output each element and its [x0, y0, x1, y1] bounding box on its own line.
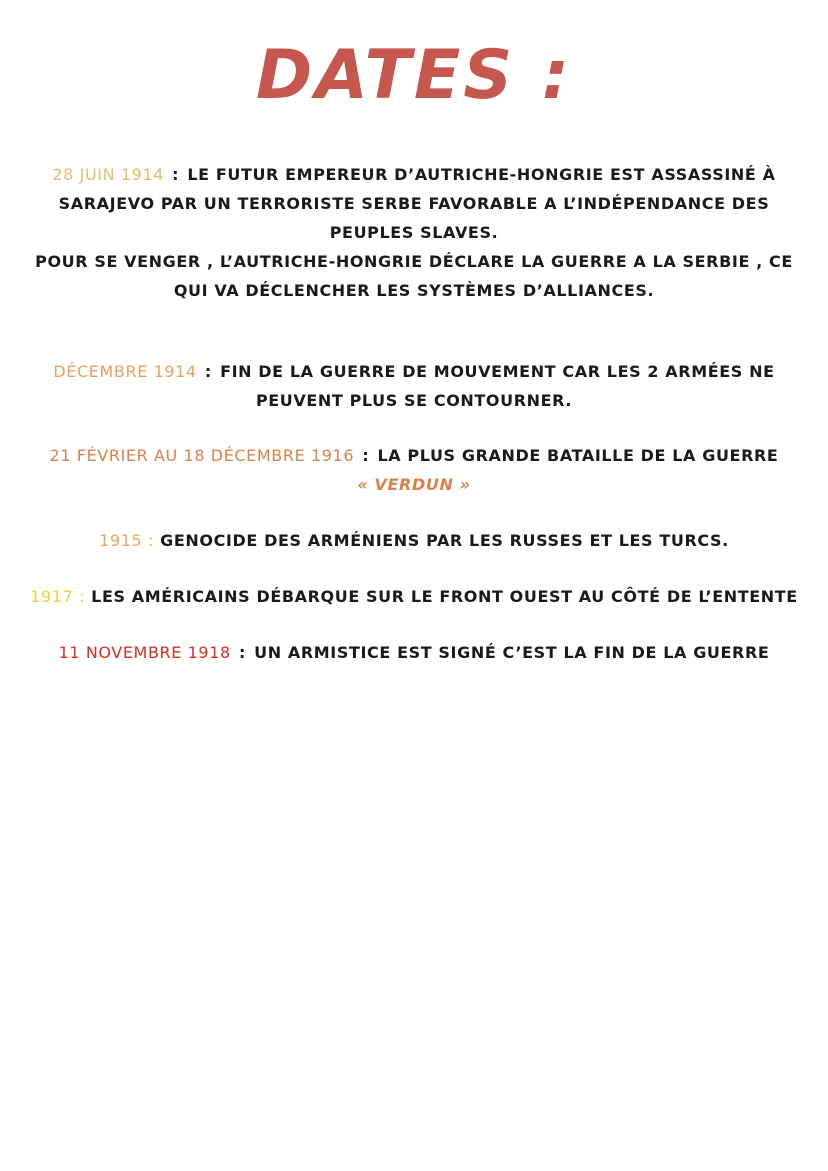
page-title: DATES :	[255, 36, 573, 115]
entry-text: GENOCIDE DES ARMÉNIENS PAR LES RUSSES ET LES TURCS.	[160, 531, 729, 550]
entry-line	[4, 526, 824, 555]
entry-separator: :	[204, 362, 212, 381]
entry-text: LE FUTUR EMPEREUR D’AUTRICHE-HONGRIE EST ASSASSINÉ À	[187, 165, 776, 184]
timeline-entry-armistice	[0, 638, 828, 667]
entry-text: FIN DE LA GUERRE DE MOUVEMENT CAR LES 2 ARMÉES NE	[220, 362, 775, 381]
entry-line	[4, 160, 824, 189]
entry-separator: :	[172, 165, 180, 184]
timeline-entry-americans	[0, 582, 828, 611]
entry-text: POUR SE VENGER , L’AUTRICHE-HONGRIE DÉCLARE LA GUERRE A LA SERBIE , CE	[35, 252, 793, 271]
entry-text: PEUPLES SLAVES.	[329, 223, 499, 242]
verdun-quote: « VERDUN »	[357, 475, 471, 494]
timeline-entry-verdun	[0, 441, 828, 499]
entry-text: LA PLUS GRANDE BATAILLE DE LA GUERRE	[377, 446, 779, 465]
entry-text: UN ARMISTICE EST SIGNÉ C’EST LA FIN DE LA GUERRE	[254, 643, 770, 662]
entry-date: 28 JUIN 1914	[52, 165, 164, 184]
timeline-entry-assassination	[0, 160, 828, 305]
entry-text: PEUVENT PLUS SE CONTOURNER.	[255, 391, 573, 410]
entry-line	[4, 638, 824, 667]
entry-separator: :	[362, 446, 370, 465]
entry-separator: :	[238, 643, 246, 662]
entry-date: 21 FÉVRIER AU 18 DÉCEMBRE 1916	[49, 446, 355, 465]
timeline-entry-armenian-genocide	[0, 526, 828, 555]
entry-date: 11 NOVEMBRE 1918	[58, 643, 231, 662]
entry-text: SARAJEVO PAR UN TERRORISTE SERBE FAVORABLE A L’INDÉPENDANCE DES	[58, 194, 770, 213]
entry-text: LES AMÉRICAINS DÉBARQUE SUR LE FRONT OUEST AU CÔTÉ DE L’ENTENTE	[91, 587, 798, 606]
entry-date: 1915 :	[99, 531, 154, 550]
entry-text: QUI VA DÉCLENCHER LES SYSTÈMES D’ALLIANCES.	[173, 281, 655, 300]
timeline-entry-end-of-movement-war	[0, 357, 828, 415]
entry-date: DÉCEMBRE 1914	[53, 362, 197, 381]
entry-line	[4, 441, 824, 470]
entry-line	[4, 357, 824, 386]
entry-line	[4, 582, 824, 611]
entry-date: 1917 :	[30, 587, 85, 606]
